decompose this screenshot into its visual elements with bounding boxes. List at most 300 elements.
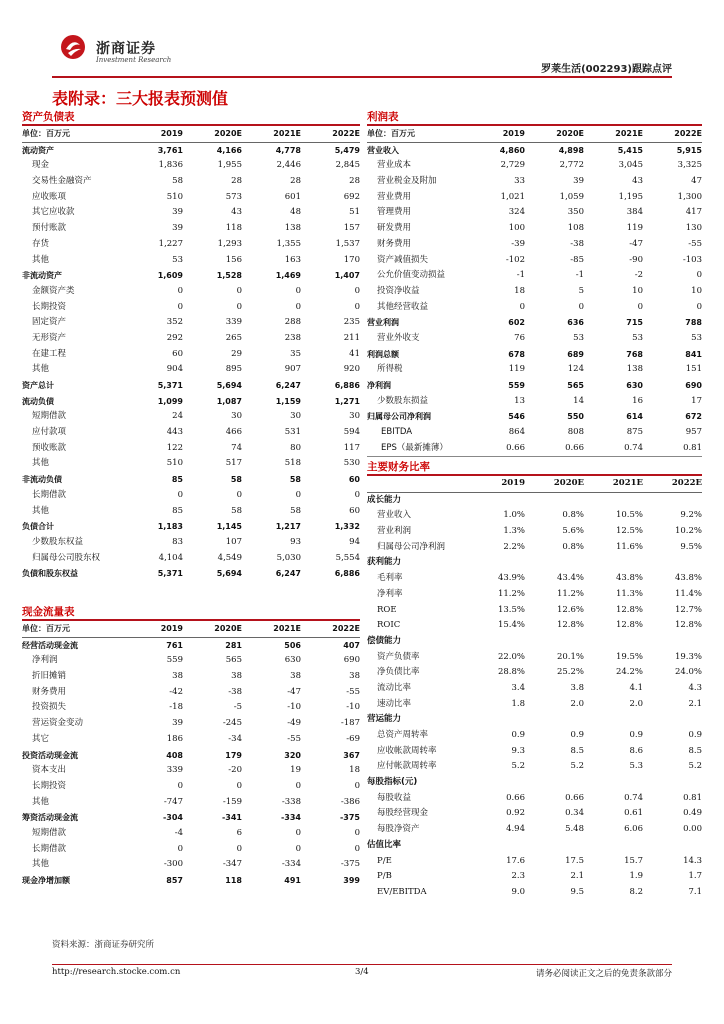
footer-rule — [52, 964, 672, 965]
row-label: 估值比率 — [367, 839, 402, 850]
row-label: 资产减值损失 — [377, 254, 429, 265]
table-row — [22, 174, 360, 190]
row-label: 经营活动现金流 — [22, 640, 78, 650]
cell-value: 1,271 — [334, 396, 360, 406]
cell-value: 2,772 — [559, 160, 584, 171]
cell-value: -38 — [228, 686, 242, 697]
row-label: 财务费用 — [377, 238, 412, 249]
row-label: 单位：百万元 — [367, 129, 415, 138]
cell-value: 10 — [691, 285, 702, 296]
row-label: 财务费用 — [32, 686, 67, 697]
cell-value: 151 — [685, 364, 702, 375]
cell-value: 0 — [696, 301, 702, 312]
row-label: P/E — [377, 855, 392, 866]
table-row — [367, 822, 702, 838]
cell-value: 22.0% — [497, 651, 525, 662]
row-label: 每股收益 — [377, 792, 412, 803]
row-label: 长期投资 — [32, 301, 67, 312]
cell-value: 12.8% — [615, 620, 643, 631]
cell-value: 0 — [354, 301, 360, 312]
cell-value: 38 — [349, 671, 360, 682]
cell-value: 5.2 — [511, 761, 525, 772]
cell-value: 163 — [284, 254, 301, 265]
table-row — [367, 508, 702, 524]
cell-value: 5,915 — [676, 145, 702, 155]
table-row — [367, 697, 702, 713]
group-row — [367, 838, 702, 854]
table-row — [22, 566, 360, 582]
row-label: ROE — [377, 604, 397, 615]
cell-value: 920 — [343, 364, 360, 375]
cell-value: 107 — [225, 536, 242, 547]
row-label: 长期借款 — [32, 489, 67, 500]
cell-value: 0.9 — [511, 730, 525, 740]
row-label: 非流动资产 — [22, 271, 62, 281]
cell-value: 0 — [177, 489, 183, 500]
cell-value: 3,325 — [677, 160, 702, 171]
cell-value: 510 — [166, 191, 183, 202]
row-label: 少数股东权益 — [32, 536, 84, 547]
table-row — [367, 854, 702, 870]
cell-value: -341 — [221, 813, 242, 823]
cell-value: 2,845 — [335, 160, 360, 171]
cell-value: 1,537 — [335, 238, 360, 249]
row-label: 净利润 — [367, 381, 391, 390]
cash-flow-table — [22, 605, 360, 889]
row-label: 折旧摊销 — [32, 671, 67, 682]
cell-value: 0 — [236, 489, 242, 500]
cell-value: 0 — [578, 301, 584, 312]
header-row — [367, 476, 702, 493]
cell-value: 2,446 — [276, 160, 301, 171]
cell-value: 24 — [172, 411, 183, 422]
cell-value: 715 — [626, 318, 643, 328]
cell-value: 0 — [354, 285, 360, 296]
cell-value: 1,955 — [217, 160, 242, 171]
row-label: 流动负债 — [22, 396, 54, 406]
report-title: 罗莱生活(002293)跟踪点评 — [541, 64, 672, 75]
cell-value: 559 — [166, 655, 183, 666]
row-label: 其他 — [32, 458, 50, 469]
header-rule — [52, 76, 672, 78]
cell-value: 594 — [343, 427, 360, 438]
table-row — [367, 665, 702, 681]
cell-value: 0.66 — [565, 442, 584, 453]
cell-value: 179 — [225, 750, 242, 760]
cell-value: -338 — [281, 796, 301, 807]
cell-value: 0.81 — [683, 792, 702, 803]
table-row — [22, 441, 360, 457]
brand-name: 浙商证券 — [96, 41, 156, 57]
cell-value: 235 — [343, 317, 360, 328]
table-row — [367, 869, 702, 885]
brand-subtitle: Investment Research — [96, 56, 172, 64]
row-label: 投资活动现金流 — [22, 750, 78, 760]
cell-value: 5,554 — [335, 552, 360, 563]
cell-value: -10 — [346, 702, 360, 713]
row-label: 成长能力 — [367, 494, 402, 505]
table-row — [367, 524, 702, 540]
row-label: P/B — [377, 871, 392, 882]
cell-value: 288 — [284, 317, 301, 328]
cell-value: 11.6% — [615, 541, 643, 552]
cell-value: 117 — [343, 442, 360, 453]
row-label: EBITDA — [381, 427, 413, 438]
cell-value: -103 — [682, 254, 702, 265]
cell-value: 43 — [632, 176, 643, 187]
cell-value: 324 — [508, 207, 525, 218]
cell-value: 8.6 — [629, 745, 643, 756]
table-row — [367, 540, 702, 556]
cell-value: 573 — [225, 191, 242, 202]
cell-value: -20 — [228, 765, 242, 776]
row-label: 营运能力 — [367, 714, 402, 725]
group-row — [367, 712, 702, 728]
table-row — [22, 315, 360, 331]
cell-value: 118 — [225, 223, 242, 234]
cell-value: 530 — [343, 458, 360, 469]
table-row — [22, 331, 360, 347]
row-label: 其他经营收益 — [377, 301, 429, 312]
cell-value: 1,087 — [216, 396, 242, 406]
cell-value: 2021E — [273, 129, 301, 138]
cell-value: 10.5% — [615, 510, 643, 521]
cell-value: 43.4% — [556, 573, 584, 584]
cell-value: 6.06 — [624, 824, 643, 835]
cell-value: 74 — [231, 442, 242, 453]
table-row — [22, 669, 360, 685]
cell-value: 350 — [567, 207, 584, 218]
cell-value: 510 — [166, 458, 183, 469]
row-label: 短期借款 — [32, 411, 67, 422]
row-label: 营业税金及附加 — [377, 176, 437, 187]
table-row — [22, 842, 360, 858]
cell-value: 119 — [508, 364, 525, 375]
table-row — [22, 826, 360, 842]
cell-value: 1,217 — [275, 522, 301, 532]
cell-value: 6,247 — [275, 569, 301, 579]
table-row — [367, 205, 702, 221]
row-label: 偿债能力 — [367, 635, 402, 646]
cell-value: 58 — [230, 475, 242, 485]
cell-value: 895 — [225, 364, 242, 375]
cell-value: 1.7 — [688, 871, 702, 882]
cell-value: 5,371 — [157, 569, 183, 579]
cell-value: 565 — [567, 381, 584, 390]
cell-value: 130 — [685, 223, 702, 234]
table-row — [22, 810, 360, 826]
cell-value: 1,469 — [275, 271, 301, 281]
cell-value: 5,694 — [216, 569, 242, 579]
cell-value: 6,886 — [334, 381, 360, 390]
cell-value: -102 — [505, 254, 525, 265]
row-label: 少数股东损益 — [377, 395, 429, 406]
cell-value: 5.2 — [688, 761, 702, 772]
row-label: EPS（最新摊薄） — [381, 442, 448, 453]
cell-value: 119 — [626, 223, 643, 234]
cell-value: 1,528 — [216, 271, 242, 281]
cell-value: 4,860 — [499, 145, 525, 155]
cell-value: -304 — [162, 813, 183, 823]
table-row — [22, 456, 360, 472]
row-label: 净利率 — [377, 588, 403, 599]
cell-value: -55 — [287, 733, 301, 744]
row-label: 在建工程 — [32, 348, 67, 359]
cell-value: 5 — [578, 285, 584, 296]
cell-value: 94 — [349, 536, 360, 547]
cell-value: 672 — [685, 412, 702, 422]
row-label: 所得税 — [377, 364, 403, 375]
cell-value: 517 — [225, 458, 242, 469]
cell-value: 138 — [284, 223, 301, 234]
cell-value: 24.2% — [615, 667, 643, 678]
cell-value: -55 — [346, 686, 360, 697]
cell-value: 30 — [290, 411, 301, 422]
section-title: 资产负债表 — [22, 110, 360, 126]
cell-value: 17 — [691, 395, 702, 406]
cell-value: 2019 — [160, 129, 183, 138]
row-label: 净利润 — [32, 655, 58, 666]
row-label: 其他 — [32, 254, 50, 265]
cell-value: 1,293 — [217, 238, 242, 249]
cell-value: -334 — [280, 813, 301, 823]
cell-value: 35 — [290, 348, 301, 359]
cell-value: 531 — [284, 427, 301, 438]
cell-value: 124 — [567, 364, 584, 375]
cell-value: 0 — [295, 285, 301, 296]
cell-value: 1,355 — [276, 238, 301, 249]
cell-value: 24.0% — [674, 667, 702, 678]
cell-value: 4,104 — [158, 552, 183, 563]
cell-value: 0 — [295, 489, 301, 500]
cell-value: 320 — [284, 750, 301, 760]
cell-value: 12.8% — [615, 604, 643, 615]
table-row — [22, 237, 360, 253]
row-label: 现金净增加额 — [22, 876, 70, 885]
table-row — [367, 284, 702, 300]
cell-value: 14.3 — [683, 855, 702, 866]
cell-value: 0.61 — [624, 808, 643, 819]
cell-value: 0.81 — [683, 442, 702, 453]
cell-value: 4,898 — [558, 145, 584, 155]
cell-value: 30 — [349, 411, 360, 422]
row-label: 短期借款 — [32, 827, 67, 838]
cell-value: 5,694 — [216, 381, 242, 390]
cell-value: 58 — [289, 475, 301, 485]
row-label: 归属母公司股东权 — [32, 552, 101, 563]
cell-value: 0 — [295, 780, 301, 791]
footer-url[interactable]: http://research.stocke.com.cn — [52, 967, 181, 977]
table-row — [22, 268, 360, 284]
table-row — [367, 744, 702, 760]
cell-value: 12.7% — [674, 604, 702, 615]
table-row — [22, 158, 360, 174]
cell-value: 58 — [290, 505, 301, 516]
cell-value: 2022E — [332, 129, 360, 138]
cell-value: 60 — [348, 475, 360, 485]
row-label: 利润总额 — [367, 349, 399, 359]
cell-value: 0 — [236, 301, 242, 312]
table-row — [22, 362, 360, 378]
header-row — [22, 621, 360, 638]
section-title: 主要财务比率 — [367, 460, 702, 476]
cell-value: -1 — [516, 270, 525, 281]
cell-value: 907 — [284, 364, 301, 375]
row-label: 营运资金变动 — [32, 718, 84, 729]
cell-value: 408 — [166, 750, 183, 760]
cell-value: 11.3% — [615, 588, 643, 599]
cell-value: 367 — [343, 750, 360, 760]
table-row — [22, 638, 360, 654]
table-row — [367, 331, 702, 347]
table-row — [22, 504, 360, 520]
row-label: 营业费用 — [377, 191, 412, 202]
table-row — [22, 763, 360, 779]
cell-value: 0 — [295, 827, 301, 838]
cell-value: 630 — [284, 655, 301, 666]
row-label: 其他 — [32, 796, 50, 807]
row-label: 筹资活动现金流 — [22, 813, 78, 823]
cell-value: 1.3% — [503, 526, 525, 537]
cell-value: 170 — [343, 254, 360, 265]
row-label: 归属母公司净利润 — [367, 412, 431, 422]
cell-value: 4.94 — [506, 824, 525, 835]
cell-value: 3,761 — [157, 145, 183, 155]
cell-value: 339 — [225, 317, 242, 328]
cell-value: 4,549 — [217, 552, 242, 563]
cell-value: 692 — [343, 191, 360, 202]
cell-value: 19.5% — [615, 651, 643, 662]
cell-value: 51 — [349, 207, 360, 218]
cell-value: 7.1 — [688, 886, 702, 897]
cell-value: 19.3% — [674, 651, 702, 662]
cell-value: 28 — [290, 176, 301, 187]
cell-value: -39 — [511, 238, 525, 249]
cell-value: 58 — [231, 505, 242, 516]
row-label: 负债合计 — [22, 522, 54, 532]
cell-value: 1,159 — [275, 396, 301, 406]
cell-value: 30 — [231, 411, 242, 422]
cell-value: 17.6 — [506, 855, 525, 866]
cell-value: 25.2% — [556, 667, 584, 678]
source-note: 资料来源：浙商证券研究所 — [52, 940, 155, 950]
page-title: 表附录：三大报表预测值 — [52, 89, 229, 108]
row-label: 无形资产 — [32, 332, 67, 343]
cell-value: 8.5 — [688, 745, 702, 756]
cell-value: 2020E — [553, 478, 584, 488]
income-statement-table — [367, 110, 702, 457]
row-label: 营业利润 — [367, 318, 399, 328]
cell-value: 1,059 — [559, 191, 584, 202]
cell-value: 12.6% — [556, 604, 584, 615]
table-row — [367, 158, 702, 174]
cell-value: 38 — [172, 671, 183, 682]
cell-value: 559 — [508, 381, 525, 390]
cell-value: 1,195 — [618, 191, 643, 202]
cell-value: 47 — [691, 176, 702, 187]
cell-value: 48 — [290, 207, 301, 218]
cell-value: 1,836 — [158, 160, 183, 171]
header-row — [367, 126, 702, 143]
cell-value: -375 — [340, 859, 360, 870]
table-row — [367, 587, 702, 603]
cell-value: 11.2% — [497, 588, 525, 599]
cell-value: 15.7 — [624, 855, 643, 866]
row-label: 速动比率 — [377, 698, 412, 709]
table-row — [367, 791, 702, 807]
row-label: 公允价值变动损益 — [377, 270, 446, 281]
table-row — [367, 618, 702, 634]
row-label: 单位：百万元 — [22, 624, 70, 633]
cell-value: -375 — [339, 813, 360, 823]
row-label: EV/EBITDA — [377, 886, 427, 897]
cell-value: 156 — [225, 254, 242, 265]
cell-value: 12.8% — [556, 620, 584, 631]
row-label: 应付款项 — [32, 427, 67, 438]
table-row — [22, 190, 360, 206]
table-row — [367, 362, 702, 378]
row-label: 营业收入 — [367, 145, 399, 155]
cell-value: 9.5% — [680, 541, 702, 552]
cell-value: 0 — [177, 843, 183, 854]
cell-value: 58 — [172, 176, 183, 187]
cell-value: 2021E — [615, 129, 643, 138]
cell-value: 38 — [231, 671, 242, 682]
cell-value: 857 — [166, 876, 183, 885]
cell-value: 4,166 — [216, 145, 242, 155]
cell-value: 0 — [354, 843, 360, 854]
cell-value: 0.00 — [683, 824, 702, 835]
table-row — [22, 716, 360, 732]
cell-value: 18 — [349, 765, 360, 776]
cell-value: 0 — [696, 270, 702, 281]
cell-value: 8.5 — [570, 745, 584, 756]
cell-value: 28.8% — [497, 667, 525, 678]
cell-value: 506 — [284, 640, 301, 650]
cell-value: 1.8 — [511, 698, 525, 709]
table-row — [367, 806, 702, 822]
table-row — [22, 284, 360, 300]
cell-value: 4.1 — [629, 682, 643, 693]
cell-value: 2019 — [502, 129, 525, 138]
cell-value: 0 — [177, 301, 183, 312]
cell-value: 12.5% — [615, 526, 643, 537]
table-row — [367, 885, 702, 901]
table-row — [22, 795, 360, 811]
cell-value: -38 — [570, 238, 584, 249]
table-row — [367, 300, 702, 316]
cell-value: 864 — [508, 427, 525, 438]
cell-value: 6,247 — [275, 381, 301, 390]
cell-value: 15.4% — [497, 620, 525, 631]
row-label: 投资净收益 — [377, 285, 420, 296]
cell-value: 2.0 — [629, 698, 643, 709]
cell-value: 0.9 — [629, 730, 643, 740]
table-row — [367, 190, 702, 206]
cell-value: 60 — [349, 505, 360, 516]
table-row — [367, 315, 702, 331]
cell-value: -386 — [340, 796, 360, 807]
cell-value: 5.3 — [629, 761, 643, 772]
cell-value: 3.4 — [511, 682, 525, 693]
table-row — [22, 857, 360, 873]
cell-value: -85 — [570, 254, 584, 265]
group-row — [367, 555, 702, 571]
cell-value: 957 — [685, 427, 702, 438]
cell-value: 1,332 — [334, 522, 360, 532]
cell-value: 1,145 — [216, 522, 242, 532]
row-label: 每股指标(元) — [367, 777, 418, 788]
